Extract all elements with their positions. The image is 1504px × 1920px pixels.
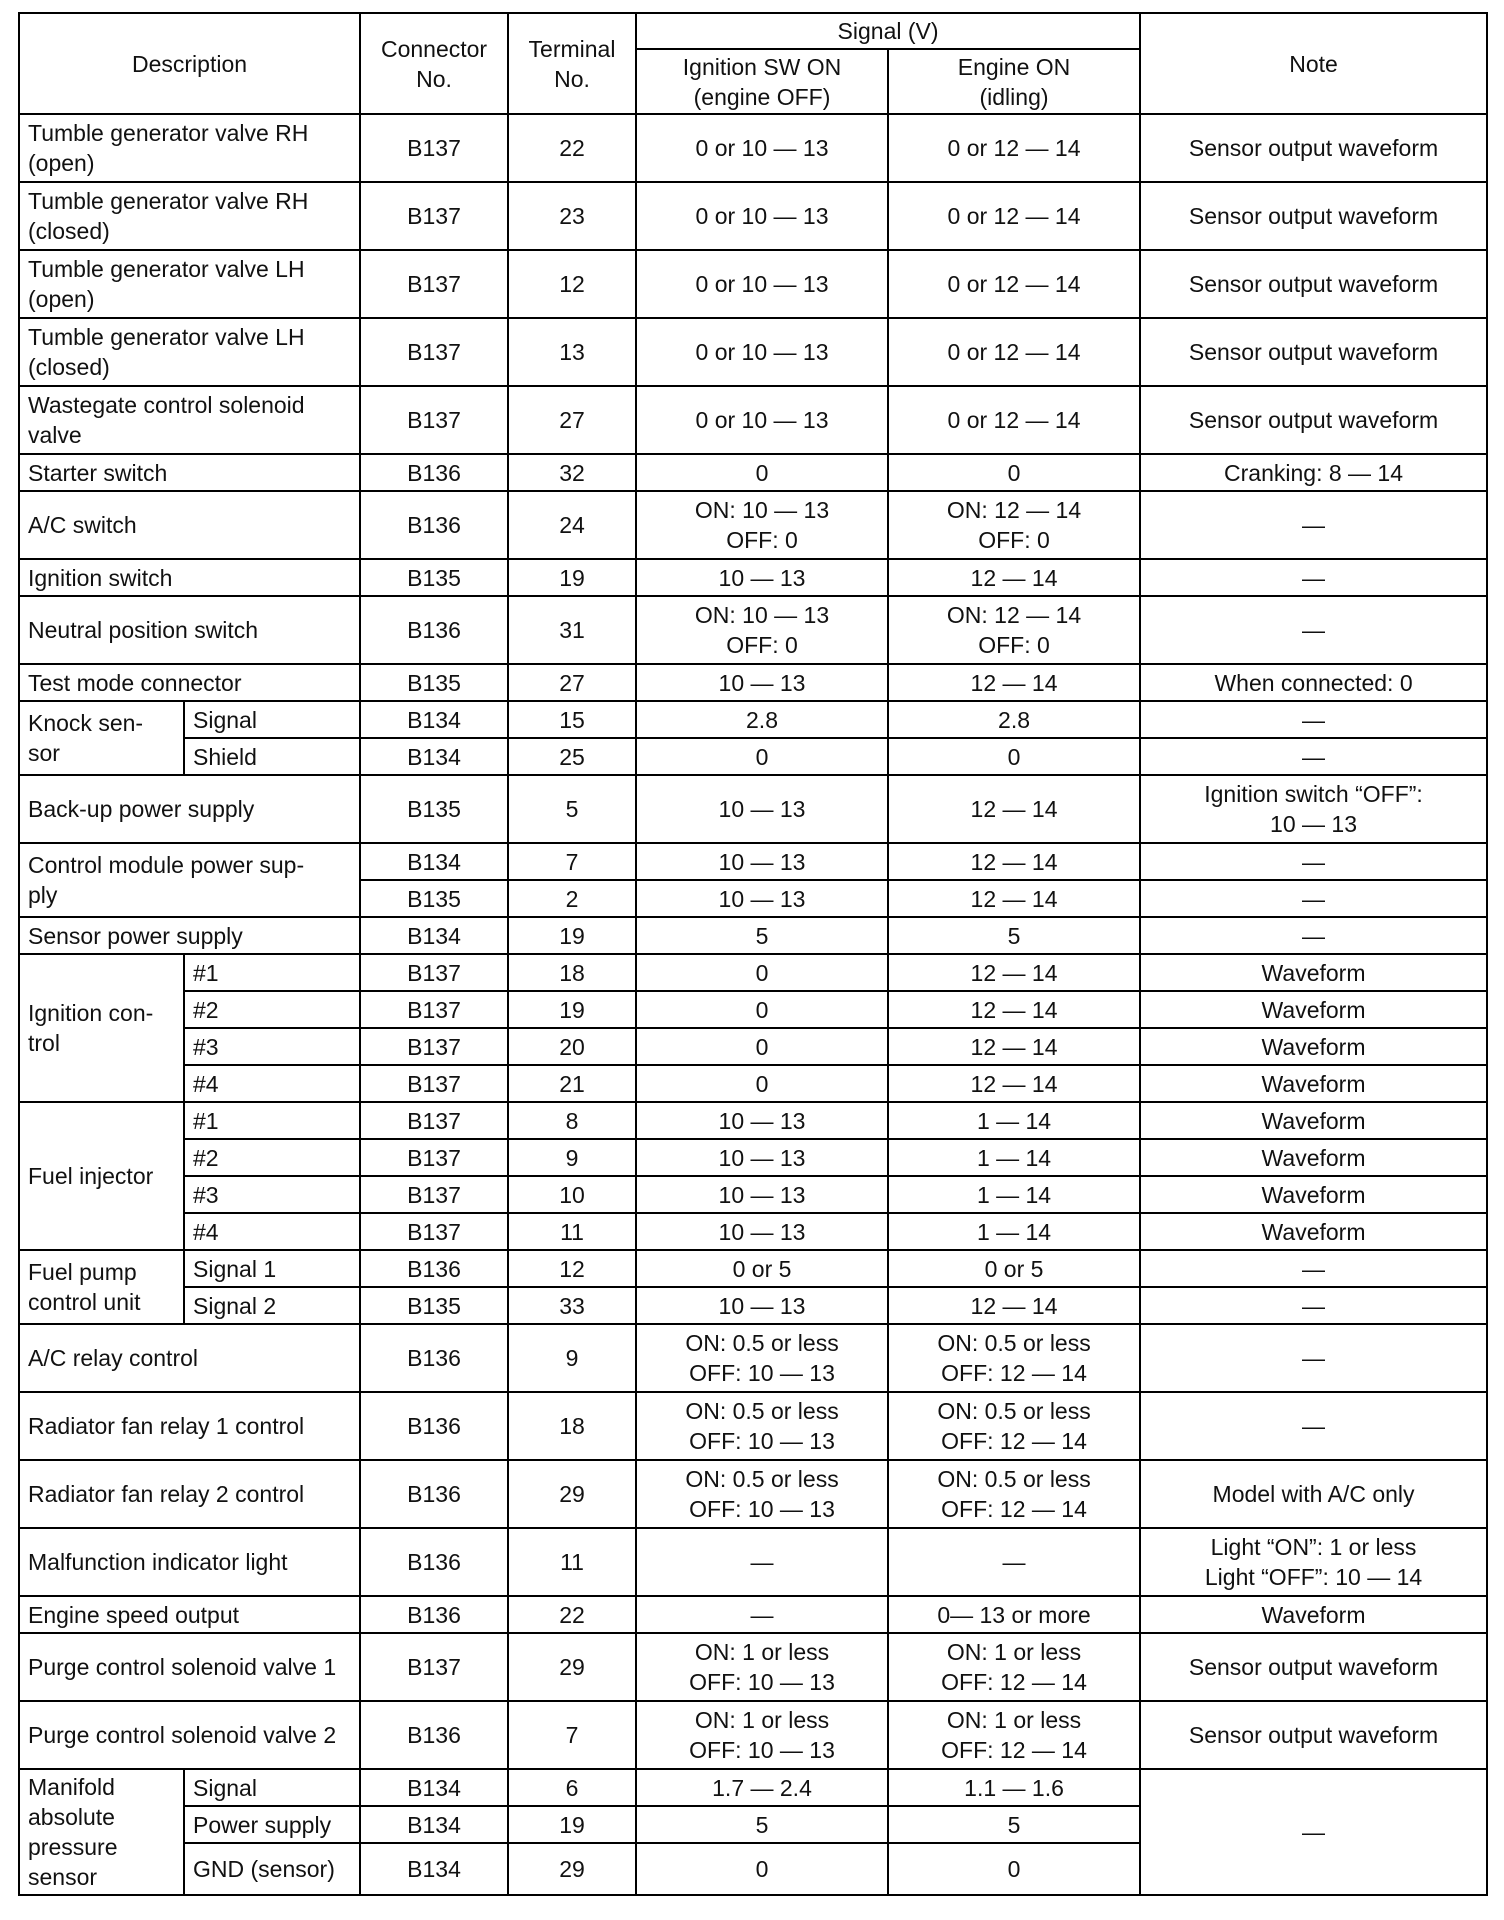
table-row	[19, 114, 1487, 182]
row-engine-signal: 0 or 5	[888, 1250, 1140, 1287]
row-connector: B136	[360, 1701, 508, 1769]
table-row	[19, 738, 1487, 775]
row-terminal: 9	[508, 1324, 636, 1392]
row-terminal: 27	[508, 664, 636, 701]
row-sub-label: Signal	[184, 1769, 360, 1806]
table-row	[19, 1633, 1487, 1701]
row-terminal: 22	[508, 114, 636, 182]
row-terminal: 7	[508, 843, 636, 880]
row-description: Purge control solenoid valve 2	[19, 1701, 360, 1769]
header-note: Note	[1140, 13, 1487, 114]
row-engine-signal: ON: 12 — 14 OFF: 0	[888, 491, 1140, 559]
row-ignition-signal: 0	[636, 1065, 888, 1102]
table-row	[19, 1528, 1487, 1596]
row-connector: B136	[360, 1596, 508, 1633]
row-engine-signal: 0 or 12 — 14	[888, 114, 1140, 182]
row-sub-label: #3	[184, 1176, 360, 1213]
row-sub-label: Signal 1	[184, 1250, 360, 1287]
row-note: Sensor output waveform	[1140, 318, 1487, 386]
row-engine-signal: 12 — 14	[888, 1065, 1140, 1102]
row-engine-signal: ON: 1 or less OFF: 12 — 14	[888, 1633, 1140, 1701]
row-ignition-signal: 10 — 13	[636, 843, 888, 880]
row-connector: B134	[360, 1843, 508, 1895]
row-connector: B134	[360, 917, 508, 954]
row-engine-signal: 0 or 12 — 14	[888, 386, 1140, 454]
row-ignition-signal: 10 — 13	[636, 559, 888, 596]
row-engine-signal: 2.8	[888, 701, 1140, 738]
row-connector: B137	[360, 1065, 508, 1102]
table-row	[19, 491, 1487, 559]
table-row	[19, 454, 1487, 491]
row-ignition-signal: ON: 0.5 or less OFF: 10 — 13	[636, 1324, 888, 1392]
row-description: Tumble generator valve RH (open)	[19, 114, 360, 182]
table-row	[19, 1392, 1487, 1460]
row-terminal: 13	[508, 318, 636, 386]
table-row	[19, 386, 1487, 454]
row-engine-signal: 0— 13 or more	[888, 1596, 1140, 1633]
row-note: —	[1140, 1250, 1487, 1287]
table-row	[19, 1176, 1487, 1213]
row-note: Waveform	[1140, 1028, 1487, 1065]
row-terminal: 8	[508, 1102, 636, 1139]
row-ignition-signal: 0 or 10 — 13	[636, 318, 888, 386]
row-connector: B137	[360, 318, 508, 386]
row-description: A/C switch	[19, 491, 360, 559]
row-description: Back-up power supply	[19, 775, 360, 843]
row-description: Tumble generator valve LH (closed)	[19, 318, 360, 386]
row-engine-signal: 12 — 14	[888, 1287, 1140, 1324]
row-engine-signal: 1 — 14	[888, 1176, 1140, 1213]
row-description: Radiator fan relay 2 control	[19, 1460, 360, 1528]
row-sub-label: Signal 2	[184, 1287, 360, 1324]
row-note: —	[1140, 596, 1487, 664]
row-sub-label: GND (sensor)	[184, 1843, 360, 1895]
row-connector: B134	[360, 843, 508, 880]
row-ignition-signal: 10 — 13	[636, 1176, 888, 1213]
row-note: Waveform	[1140, 1213, 1487, 1250]
row-ignition-signal: 10 — 13	[636, 775, 888, 843]
row-sub-label: #1	[184, 954, 360, 991]
table-row	[19, 664, 1487, 701]
row-terminal: 25	[508, 738, 636, 775]
row-description: Starter switch	[19, 454, 360, 491]
row-note: Sensor output waveform	[1140, 386, 1487, 454]
row-terminal: 5	[508, 775, 636, 843]
row-ignition-signal: ON: 0.5 or less OFF: 10 — 13	[636, 1460, 888, 1528]
table-row	[19, 917, 1487, 954]
row-connector: B136	[360, 596, 508, 664]
row-sub-label: Shield	[184, 738, 360, 775]
row-engine-signal: 0 or 12 — 14	[888, 250, 1140, 318]
header-ignition-sw-on: Ignition SW ON (engine OFF)	[636, 49, 888, 114]
table-row	[19, 1460, 1487, 1528]
row-ignition-signal: ON: 1 or less OFF: 10 — 13	[636, 1633, 888, 1701]
row-engine-signal: 0	[888, 454, 1140, 491]
table-row	[19, 182, 1487, 250]
row-note: Waveform	[1140, 954, 1487, 991]
table-row	[19, 991, 1487, 1028]
row-terminal: 23	[508, 182, 636, 250]
header-engine-on: Engine ON (idling)	[888, 49, 1140, 114]
row-connector: B136	[360, 1392, 508, 1460]
row-ignition-signal: —	[636, 1528, 888, 1596]
row-ignition-signal: ON: 10 — 13 OFF: 0	[636, 596, 888, 664]
row-note: Waveform	[1140, 1139, 1487, 1176]
row-sub-label: #1	[184, 1102, 360, 1139]
row-note: Waveform	[1140, 991, 1487, 1028]
row-ignition-signal: 0	[636, 991, 888, 1028]
row-note: Sensor output waveform	[1140, 250, 1487, 318]
table-row	[19, 250, 1487, 318]
table-row	[19, 1139, 1487, 1176]
row-note: —	[1140, 1287, 1487, 1324]
row-note: Waveform	[1140, 1176, 1487, 1213]
row-engine-signal: 1 — 14	[888, 1139, 1140, 1176]
row-terminal: 32	[508, 454, 636, 491]
table-row	[19, 1250, 1487, 1287]
row-engine-signal: 12 — 14	[888, 880, 1140, 917]
row-description: Sensor power supply	[19, 917, 360, 954]
table-row	[19, 1324, 1487, 1392]
row-note: Waveform	[1140, 1596, 1487, 1633]
row-sub-label: #4	[184, 1065, 360, 1102]
row-ignition-signal: 1.7 — 2.4	[636, 1769, 888, 1806]
row-engine-signal: ON: 0.5 or less OFF: 12 — 14	[888, 1460, 1140, 1528]
table-row	[19, 701, 1487, 738]
row-connector: B137	[360, 1633, 508, 1701]
group-knock-sensor: Knock sen- sor	[19, 701, 184, 775]
group-fuel-injector: Fuel injector	[19, 1102, 184, 1250]
row-description: Control module power sup- ply	[19, 843, 360, 917]
row-sub-label: #2	[184, 991, 360, 1028]
row-terminal: 7	[508, 1701, 636, 1769]
row-connector: B134	[360, 1806, 508, 1843]
row-terminal: 29	[508, 1460, 636, 1528]
row-connector: B135	[360, 880, 508, 917]
table-row	[19, 1102, 1487, 1139]
row-terminal: 24	[508, 491, 636, 559]
table-row	[19, 596, 1487, 664]
row-engine-signal: 0	[888, 738, 1140, 775]
row-ignition-signal: 0	[636, 738, 888, 775]
row-note: Ignition switch “OFF”: 10 — 13	[1140, 775, 1487, 843]
row-connector: B135	[360, 559, 508, 596]
row-ignition-signal: 10 — 13	[636, 1139, 888, 1176]
row-connector: B135	[360, 1287, 508, 1324]
row-engine-signal: 12 — 14	[888, 954, 1140, 991]
row-connector: B137	[360, 1139, 508, 1176]
table-row	[19, 559, 1487, 596]
table-row	[19, 318, 1487, 386]
row-terminal: 15	[508, 701, 636, 738]
row-ignition-signal: 0	[636, 1843, 888, 1895]
table-row	[19, 1701, 1487, 1769]
row-connector: B136	[360, 454, 508, 491]
row-ignition-signal: 0 or 5	[636, 1250, 888, 1287]
row-note: Sensor output waveform	[1140, 182, 1487, 250]
row-terminal: 9	[508, 1139, 636, 1176]
table-row	[19, 1213, 1487, 1250]
row-sub-label: #2	[184, 1139, 360, 1176]
ecm-signal-table	[18, 12, 1488, 1896]
row-description: Radiator fan relay 1 control	[19, 1392, 360, 1460]
row-ignition-signal: 10 — 13	[636, 1213, 888, 1250]
row-description: Tumble generator valve RH (closed)	[19, 182, 360, 250]
row-terminal: 20	[508, 1028, 636, 1065]
row-note: Waveform	[1140, 1102, 1487, 1139]
row-engine-signal: ON: 12 — 14 OFF: 0	[888, 596, 1140, 664]
row-description: Ignition switch	[19, 559, 360, 596]
row-sub-label: Signal	[184, 701, 360, 738]
row-terminal: 21	[508, 1065, 636, 1102]
row-note: —	[1140, 1392, 1487, 1460]
row-engine-signal: 12 — 14	[888, 991, 1140, 1028]
row-note: —	[1140, 1769, 1487, 1895]
row-connector: B137	[360, 991, 508, 1028]
row-ignition-signal: —	[636, 1596, 888, 1633]
group-fuel-pump-control-unit: Fuel pump control unit	[19, 1250, 184, 1324]
row-connector: B134	[360, 701, 508, 738]
row-terminal: 18	[508, 954, 636, 991]
row-connector: B136	[360, 1528, 508, 1596]
row-terminal: 29	[508, 1843, 636, 1895]
row-description: A/C relay control	[19, 1324, 360, 1392]
row-ignition-signal: ON: 10 — 13 OFF: 0	[636, 491, 888, 559]
table-row	[19, 954, 1487, 991]
row-engine-signal: 12 — 14	[888, 843, 1140, 880]
row-sub-label: #3	[184, 1028, 360, 1065]
table-row	[19, 1065, 1487, 1102]
row-note: Model with A/C only	[1140, 1460, 1487, 1528]
row-note: —	[1140, 843, 1487, 880]
row-engine-signal: —	[888, 1528, 1140, 1596]
row-ignition-signal: 0 or 10 — 13	[636, 386, 888, 454]
row-note: —	[1140, 917, 1487, 954]
row-engine-signal: ON: 0.5 or less OFF: 12 — 14	[888, 1392, 1140, 1460]
row-engine-signal: 12 — 14	[888, 775, 1140, 843]
row-terminal: 12	[508, 1250, 636, 1287]
row-terminal: 12	[508, 250, 636, 318]
row-ignition-signal: 5	[636, 1806, 888, 1843]
row-note: Light “ON”: 1 or less Light “OFF”: 10 — 14	[1140, 1528, 1487, 1596]
row-connector: B136	[360, 1460, 508, 1528]
row-connector: B134	[360, 1769, 508, 1806]
row-terminal: 19	[508, 1806, 636, 1843]
row-terminal: 19	[508, 559, 636, 596]
row-description: Test mode connector	[19, 664, 360, 701]
row-connector: B137	[360, 1028, 508, 1065]
row-description: Engine speed output	[19, 1596, 360, 1633]
row-ignition-signal: 10 — 13	[636, 664, 888, 701]
row-note: —	[1140, 701, 1487, 738]
table-row	[19, 1028, 1487, 1065]
row-ignition-signal: 0 or 10 — 13	[636, 250, 888, 318]
row-connector: B136	[360, 1324, 508, 1392]
table-row	[19, 843, 1487, 880]
table-row	[19, 1769, 1487, 1806]
row-connector: B137	[360, 1102, 508, 1139]
row-note: Sensor output waveform	[1140, 114, 1487, 182]
row-connector: B134	[360, 738, 508, 775]
row-terminal: 19	[508, 917, 636, 954]
row-ignition-signal: ON: 1 or less OFF: 10 — 13	[636, 1701, 888, 1769]
group-ignition-control: Ignition con- trol	[19, 954, 184, 1102]
row-note: When connected: 0	[1140, 664, 1487, 701]
row-engine-signal: 1.1 — 1.6	[888, 1769, 1140, 1806]
row-terminal: 33	[508, 1287, 636, 1324]
row-terminal: 29	[508, 1633, 636, 1701]
row-engine-signal: 0 or 12 — 14	[888, 182, 1140, 250]
row-engine-signal: 12 — 14	[888, 664, 1140, 701]
row-terminal: 19	[508, 991, 636, 1028]
row-terminal: 22	[508, 1596, 636, 1633]
row-engine-signal: 1 — 14	[888, 1102, 1140, 1139]
table-row	[19, 1596, 1487, 1633]
row-note: —	[1140, 559, 1487, 596]
row-engine-signal: 1 — 14	[888, 1213, 1140, 1250]
row-engine-signal: 12 — 14	[888, 559, 1140, 596]
table-row	[19, 1287, 1487, 1324]
row-ignition-signal: 5	[636, 917, 888, 954]
header-terminal-no: Terminal No.	[508, 13, 636, 114]
row-terminal: 18	[508, 1392, 636, 1460]
row-description: Neutral position switch	[19, 596, 360, 664]
header-connector-no: Connector No.	[360, 13, 508, 114]
spec-table-container	[18, 12, 1486, 1896]
row-ignition-signal: 10 — 13	[636, 880, 888, 917]
row-terminal: 6	[508, 1769, 636, 1806]
row-engine-signal: 0	[888, 1843, 1140, 1895]
row-terminal: 11	[508, 1213, 636, 1250]
row-description: Malfunction indicator light	[19, 1528, 360, 1596]
table-row	[19, 775, 1487, 843]
row-connector: B137	[360, 386, 508, 454]
row-note: Sensor output waveform	[1140, 1633, 1487, 1701]
row-sub-label: #4	[184, 1213, 360, 1250]
row-connector: B135	[360, 775, 508, 843]
row-sub-label: Power supply	[184, 1806, 360, 1843]
row-terminal: 31	[508, 596, 636, 664]
row-engine-signal: ON: 0.5 or less OFF: 12 — 14	[888, 1324, 1140, 1392]
row-ignition-signal: 0	[636, 954, 888, 991]
row-note: Sensor output waveform	[1140, 1701, 1487, 1769]
row-connector: B137	[360, 1176, 508, 1213]
header-description: Description	[19, 13, 360, 114]
row-connector: B137	[360, 182, 508, 250]
row-note: —	[1140, 1324, 1487, 1392]
row-description: Purge control solenoid valve 1	[19, 1633, 360, 1701]
row-description: Wastegate control solenoid valve	[19, 386, 360, 454]
row-engine-signal: 12 — 14	[888, 1028, 1140, 1065]
row-engine-signal: 0 or 12 — 14	[888, 318, 1140, 386]
row-ignition-signal: ON: 0.5 or less OFF: 10 — 13	[636, 1392, 888, 1460]
row-note: —	[1140, 738, 1487, 775]
row-connector: B137	[360, 954, 508, 991]
row-ignition-signal: 0	[636, 454, 888, 491]
row-terminal: 2	[508, 880, 636, 917]
row-ignition-signal: 10 — 13	[636, 1102, 888, 1139]
row-terminal: 10	[508, 1176, 636, 1213]
row-note: Waveform	[1140, 1065, 1487, 1102]
row-ignition-signal: 10 — 13	[636, 1287, 888, 1324]
group-manifold-absolute-pressure-sensor: Manifold absolute pressure sensor	[19, 1769, 184, 1895]
row-note: —	[1140, 491, 1487, 559]
row-connector: B137	[360, 114, 508, 182]
row-note: —	[1140, 880, 1487, 917]
row-engine-signal: ON: 1 or less OFF: 12 — 14	[888, 1701, 1140, 1769]
header-signal-v: Signal (V)	[636, 13, 1140, 49]
row-ignition-signal: 0	[636, 1028, 888, 1065]
row-terminal: 11	[508, 1528, 636, 1596]
row-ignition-signal: 0 or 10 — 13	[636, 182, 888, 250]
row-description: Tumble generator valve LH (open)	[19, 250, 360, 318]
row-note: Cranking: 8 — 14	[1140, 454, 1487, 491]
row-connector: B137	[360, 250, 508, 318]
row-engine-signal: 5	[888, 917, 1140, 954]
row-connector: B136	[360, 491, 508, 559]
row-ignition-signal: 2.8	[636, 701, 888, 738]
row-connector: B136	[360, 1250, 508, 1287]
row-engine-signal: 5	[888, 1806, 1140, 1843]
row-connector: B137	[360, 1213, 508, 1250]
row-ignition-signal: 0 or 10 — 13	[636, 114, 888, 182]
row-connector: B135	[360, 664, 508, 701]
row-terminal: 27	[508, 386, 636, 454]
